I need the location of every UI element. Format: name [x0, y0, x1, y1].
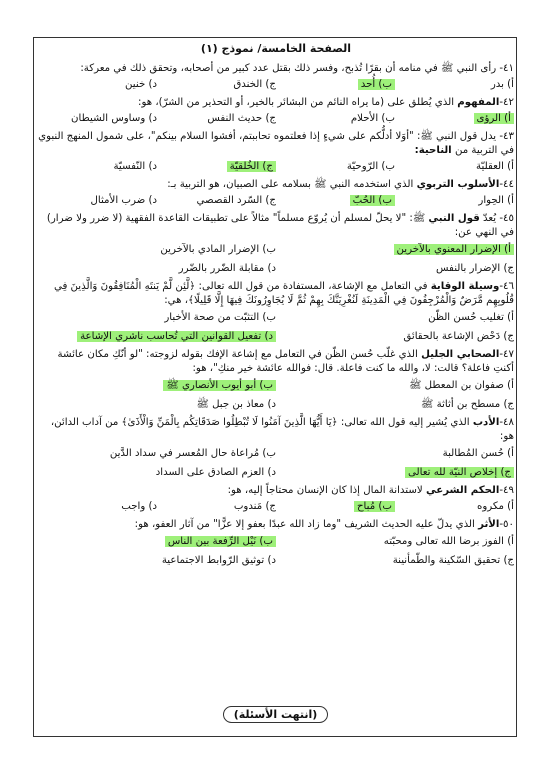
- question-44-term: الأسلوب التربوي: [416, 179, 500, 190]
- question-47-text: الذي غلّب حُسن الظّن في التعامل مع إشاعة الإفك بقوله لزوجته: "لو أنّكِ مكان عائشة أكنتِ فاعلة؟ قالت: لا، والله ما كنت فاعلة. قال: فوالله عائشة خير منكِ"، هو:: [57, 349, 514, 374]
- option-45-b[interactable]: ب) الإضرار المادي بالآخرين: [160, 244, 276, 255]
- option-41-b[interactable]: ب) أُحد: [358, 79, 395, 90]
- option-41-a[interactable]: أ) بدر: [490, 79, 514, 90]
- option-44-a[interactable]: أ) الحِوار: [478, 195, 514, 206]
- option-46-d[interactable]: د) تفعيل القوانين التي تُحاسب ناشري الإشاعة: [77, 331, 276, 342]
- question-50-options: [38, 535, 514, 568]
- question-41: [38, 62, 514, 92]
- question-42-term: المفهوم: [457, 97, 500, 108]
- option-43-a[interactable]: أ) العقليّة: [476, 161, 514, 172]
- question-42-number: ٤٢-: [499, 97, 514, 108]
- question-49-text: لاستدانة المال إذا كان الإنسان محتاجاً إليه، هو:: [227, 485, 426, 496]
- option-48-d[interactable]: د) العزم الصادق على السداد: [155, 467, 276, 478]
- question-50-term: الأثر: [478, 519, 500, 530]
- question-45-number: ٤٥- يُعدّ: [483, 213, 514, 224]
- option-47-b[interactable]: ب) أبو أيوب الأنصاري ﷺ: [163, 380, 276, 391]
- question-44: [38, 178, 514, 208]
- question-47: [38, 348, 514, 412]
- question-47-term: الصحابي الجليل: [421, 349, 500, 360]
- end-label: (انتهت الأسئلة): [223, 706, 329, 723]
- exam-page: [38, 40, 514, 568]
- option-44-d[interactable]: د) ضرب الأمثال: [90, 195, 157, 206]
- option-48-c[interactable]: ج) إخلاص النيّة لله تعالى: [405, 467, 514, 478]
- question-42: [38, 96, 514, 126]
- option-44-c[interactable]: ج) السّرد القصصي: [196, 195, 276, 206]
- option-45-d[interactable]: د) مقابلة الضّرر بالضّرر: [178, 263, 276, 274]
- option-42-b[interactable]: ب) الأحلام: [350, 113, 395, 124]
- question-45: [38, 212, 514, 276]
- option-48-a[interactable]: أ) حُسن المُطالبة: [442, 448, 514, 459]
- question-46-options: [38, 311, 514, 344]
- option-45-c[interactable]: ج) الإضرار بالنفس: [436, 263, 514, 274]
- question-50: [38, 518, 514, 568]
- question-44-text: الذي استخدمه النبي ﷺ بسلامه على الصبيان، هو التربية بـ:: [167, 179, 417, 190]
- question-42-text: الذي يُطلق على (ما يراه النائم من البشائر بالخير، أو التحذير من الشرّ)، هو:: [138, 97, 458, 108]
- option-46-b[interactable]: ب) التثبّت من صحة الأخبار: [164, 312, 276, 323]
- option-50-c[interactable]: ج) تحقيق السّكينة والطّمأنينة: [392, 555, 514, 566]
- question-47-number: ٤٧-: [499, 349, 514, 360]
- option-45-a[interactable]: أ) الإضرار المعنوي بالآخرين: [394, 244, 515, 255]
- option-43-b[interactable]: ب) الرّوحيّة: [346, 161, 395, 172]
- question-49: [38, 484, 514, 514]
- question-46-text: في التعامل مع الإشاعة، المستفادة من قول الله تعالى: ﴿لَّئِن لَّمْ يَنتَهِ الْمُنَافِقُونَ وَالَّذِينَ فِي قُلُوبِهِم مَّرَضٌ وَالْمُرْجِفُونَ فِي الْمَدِينَةِ لَنُغْرِيَنَّكَ بِهِمْ ثُمَّ لَا يُجَاوِرُونَكَ فِيهَا إِلَّا قَلِيلًا﴾، هي:: [53, 281, 514, 306]
- page-title: الصفحة الخامسة/ نموذج (١): [200, 42, 352, 55]
- option-50-d[interactable]: د) توثيق الرّوابط الاجتماعية: [161, 555, 276, 566]
- option-44-b[interactable]: ب) الحُبّ: [350, 195, 395, 206]
- option-46-c[interactable]: ج) دَحْض الإشاعة بالحقائق: [403, 331, 514, 342]
- end-of-questions: [0, 708, 551, 721]
- question-50-number: ٥٠-: [499, 519, 514, 530]
- question-45-text: ﷺ: "لا يحلّ لمسلم أن يُروّع مسلماً" مثالاً على تطبيقات القاعدة الفقهية (لا ضرر ولا ضرار) في النهي عن:: [46, 213, 514, 238]
- question-48-text: الذي يُشير إليه قول الله تعالى: ﴿يَا أَيُّهَا الَّذِينَ آمَنُوا لَا تُبْطِلُوا صَدَقَاتِكُم بِالْمَنِّ وَالْأَذَىٰ﴾ من آداب الدائن، هو:: [50, 417, 514, 442]
- option-42-d[interactable]: د) وساوس الشيطان: [71, 113, 157, 124]
- question-41-text: ٤١- رأى النبي ﷺ في منامه أن بقرًا تُذبح، وفسر ذلك بقتل عدد كبير من أصحابه، وتحقق ذلك في معركة:: [80, 63, 514, 74]
- question-44-number: ٤٤-: [499, 179, 514, 190]
- question-44-options: [38, 194, 514, 208]
- option-47-a[interactable]: أ) صفوان بن المعطل ﷺ: [409, 380, 514, 391]
- question-49-number: ٤٩-: [499, 485, 514, 496]
- option-50-b[interactable]: ب) نَيْل الرِّفعة بين الناس: [165, 536, 276, 547]
- question-43-options: [38, 160, 514, 174]
- option-41-c[interactable]: ج) الخندق: [233, 79, 276, 90]
- question-49-term: الحكم الشرعي: [425, 485, 500, 496]
- option-48-b[interactable]: ب) مُراعاة حال المُعسر في سداد الدَّين: [109, 448, 276, 459]
- question-43-text: ٤٣- يدل قول النبي ﷺ: "أوَلا أدلُّكم على شيءٍ إذا فعلتموه تحاببتم، أفشوا السلام بينكم"، على شمول المنهج النبوي في التربية من: [38, 131, 514, 156]
- question-46: [38, 280, 514, 344]
- option-43-d[interactable]: د) النّفسيّة: [113, 161, 157, 172]
- option-50-a[interactable]: أ) الفوز برضا الله تعالى ومحبّته: [383, 536, 514, 547]
- option-49-c[interactable]: ج) مَندوب: [233, 501, 276, 512]
- option-42-a[interactable]: أ) الرؤى: [474, 113, 515, 124]
- option-46-a[interactable]: أ) تغليب حُسن الظّن: [428, 312, 514, 323]
- option-42-c[interactable]: ج) حديث النفس: [207, 113, 276, 124]
- question-48-term: الأدب: [472, 417, 500, 428]
- question-45-term: قول النبي: [428, 213, 480, 224]
- question-45-options: [38, 243, 514, 276]
- question-46-term: وسيلة الوقاية: [430, 281, 500, 292]
- question-42-options: [38, 112, 514, 126]
- question-48: [38, 416, 514, 480]
- option-49-d[interactable]: د) واجب: [121, 501, 157, 512]
- question-50-text: الذي يدلّ عليه الحديث الشريف "وما زاد الله عبدًا بعفو إلا عزًّا" من آثار العفو، هو:: [134, 519, 479, 530]
- question-48-number: ٤٨-: [499, 417, 514, 428]
- question-43-term: الناحية:: [414, 145, 452, 156]
- question-43: [38, 130, 514, 174]
- question-41-options: [38, 78, 514, 92]
- option-49-b[interactable]: ب) مُباح: [354, 501, 395, 512]
- question-47-options: [38, 379, 514, 412]
- question-48-options: [38, 447, 514, 480]
- option-47-c[interactable]: ج) مسطح بن أثاثة ﷺ: [421, 399, 514, 410]
- option-47-d[interactable]: د) معاذ بن جبل ﷺ: [196, 399, 276, 410]
- option-41-d[interactable]: د) خنين: [125, 79, 157, 90]
- option-49-a[interactable]: أ) مكروه: [476, 501, 514, 512]
- option-43-c[interactable]: ج) الخُلقيّة: [227, 161, 276, 172]
- question-49-options: [38, 500, 514, 514]
- question-46-number: ٤٦-: [499, 281, 514, 292]
